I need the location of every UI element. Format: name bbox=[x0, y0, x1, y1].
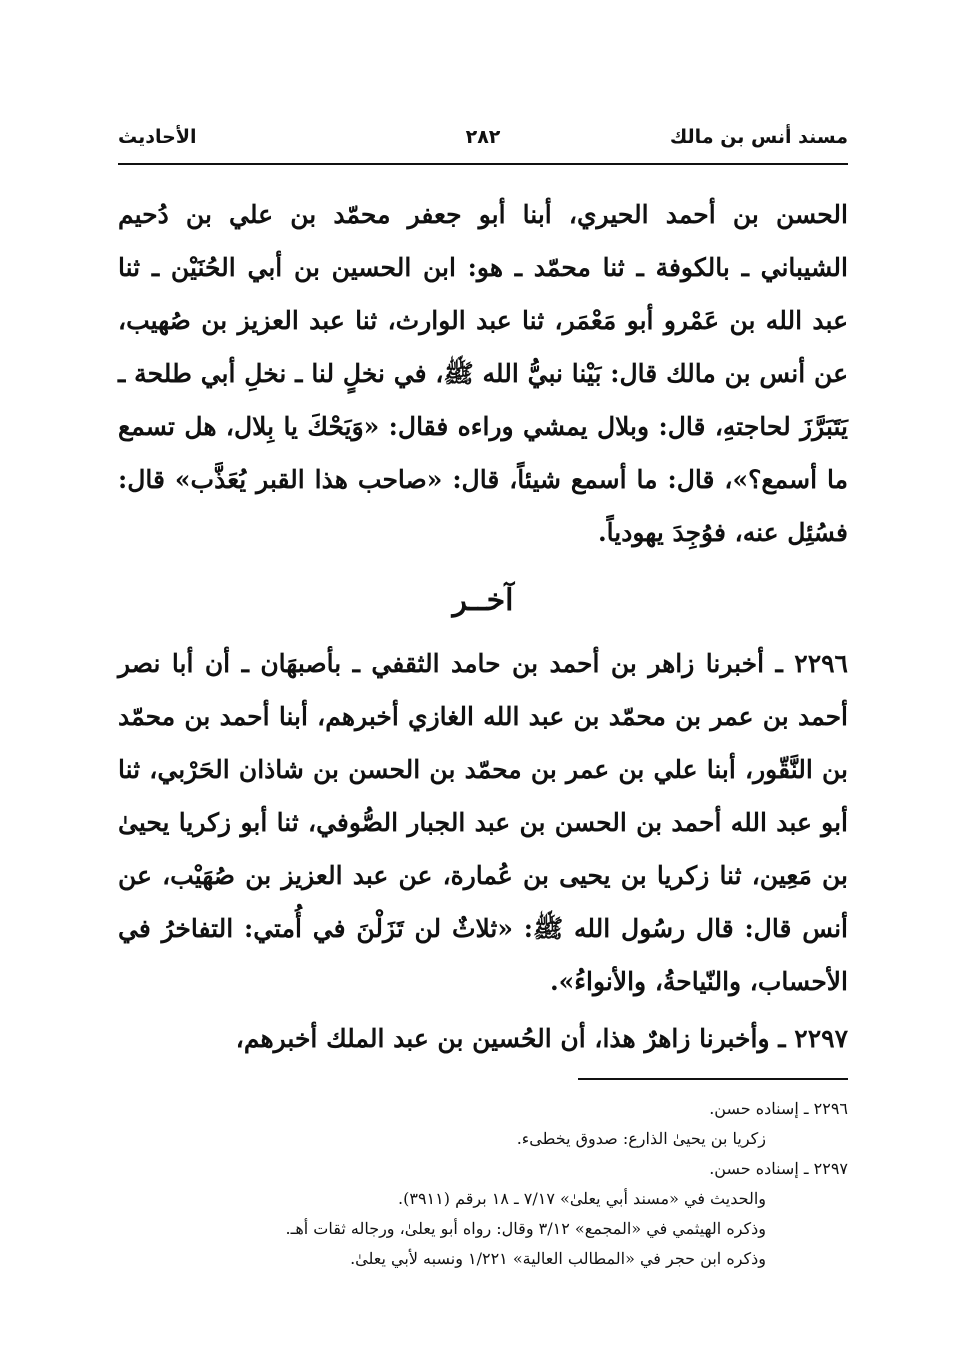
footnote-divider bbox=[578, 1078, 848, 1080]
main-text bbox=[118, 188, 848, 1065]
page-header bbox=[118, 124, 848, 158]
footnote-line: زكريا بن يحيىٰ الذارع: صدوق يخطىء. bbox=[516, 1129, 766, 1148]
continuation-paragraph: الحسن بن أحمد الحيري، أبنا أبو جعفر محمّد بن علي بن دُحيم الشيباني ـ بالكوفة ـ ثنا محمّد ـ هو: ابن الحسين بن أبي الحُنَيْن ـ ثنا عبد الله بن عَمْرو أبو مَعْمَر، ثنا عبد الوارث، ثنا عبد العزيز بن صُهيب، عن أنس بن مالك قال: بَيْنا نبيُّ الله ﷺ، في نخلٍ لنا ـ نخلِ أبي طلحة ـ يَتَبَرَّزَ لحاجتهِ، قال: وبلال يمشي وراءه فقال: «وَيَحْكَ يا بِلال، هل تسمع ما أسمع؟»، قال: ما أسمع شيئاً، قال: «صاحب هذا القبر يُعَذَّب» قال: فسُئِل عنه، فوُجِدَ يهودياً. bbox=[118, 200, 848, 547]
footnote-line: والحديث في «مسند أبي يعلىٰ» ٧/١٧ ـ ١٨ برقم (٣٩١١). bbox=[398, 1189, 766, 1208]
footnote-line: وذكره ابن حجر في «المطالب العالية» ١/٢٢١ ونسبه لأبي يعلىٰ. bbox=[350, 1249, 766, 1268]
section-name: الأحاديث bbox=[118, 126, 197, 148]
hadith-text: ـ وأخبرنا زاهرٌ هذا، أن الحُسين بن عبد الملك أخبرهم، bbox=[235, 1024, 786, 1053]
footnote-line: ٢٢٩٧ ـ إسناده حسن. bbox=[709, 1159, 848, 1178]
section-title: آخــر bbox=[452, 583, 514, 618]
hadith-text: ـ أخبرنا زاهر بن أحمد بن حامد الثقفي ـ بأصبهَان ـ أن أبا نصر أحمد بن عمر بن محمّد بن عبد الله الغازي أخبرهم، أبنا أحمد بن محمّد بن النَّقّور، أبنا علي بن عمر بن محمّد بن الحسن بن شاذان الحَرْبي، ثنا أبو عبد الله أحمد بن الحسن بن عبد الجبار الصُّوفي، ثنا أبو زكريا يحيىٰ بن مَعِين، ثنا زكريا بن يحيى بن عُمارة، عن عبد العزيز بن صُهَيْب، عن أنس قال: قال رسُول الله ﷺ: «ثلاثٌ لن تَزَلْنَ في أُمتي: التفاخرُ في الأحساب، والنّياحةُ، والأنواءُ». bbox=[118, 649, 848, 996]
hadith-2296 bbox=[118, 637, 848, 1008]
hadith-number: ٢٢٩٧ bbox=[794, 1024, 848, 1053]
footnote-line: وذكره الهيثمي في «المجمع» ٣/١٢ وقال: رواه أبو يعلىٰ، ورجاله ثقات أهـ. bbox=[285, 1219, 766, 1238]
page-number: ٢٨٢ bbox=[465, 126, 501, 148]
book-title: مسند أنس بن مالك bbox=[669, 126, 848, 148]
hadith-number: ٢٢٩٦ bbox=[794, 649, 848, 678]
header-divider bbox=[118, 163, 848, 165]
footnote-line: ٢٢٩٦ ـ إسناده حسن. bbox=[709, 1099, 848, 1118]
footnotes bbox=[118, 1094, 848, 1274]
hadith-2297 bbox=[118, 1012, 848, 1065]
